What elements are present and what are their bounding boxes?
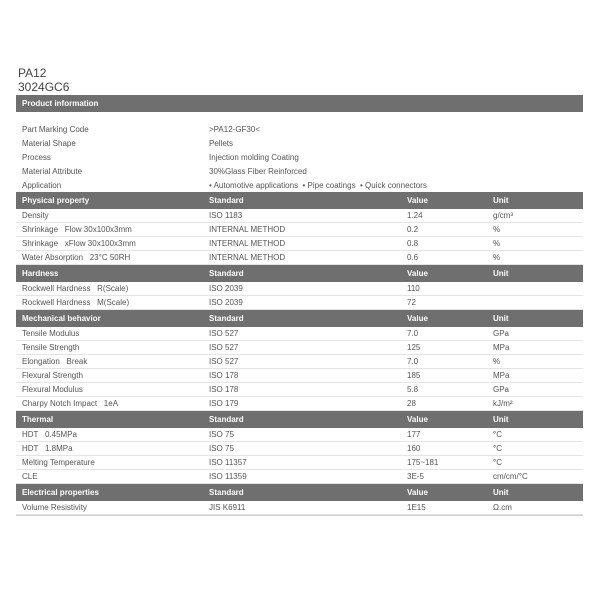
property-name: HDT 0.45MPa <box>22 430 77 439</box>
property-row <box>16 341 583 355</box>
property-name: Melting Temperature <box>22 458 95 467</box>
section-title: Mechanical behavior <box>22 314 101 323</box>
info-label: Application <box>22 180 62 190</box>
info-label: Material Attribute <box>22 166 83 176</box>
product-information-rows <box>16 122 583 192</box>
property-value: 0.6 <box>407 253 419 262</box>
property-row <box>16 442 583 456</box>
property-unit: °C <box>493 430 502 439</box>
property-value: 28 <box>407 399 416 408</box>
property-value: 7.0 <box>407 329 419 338</box>
unit-column-header: Unit <box>493 488 509 497</box>
unit-column-header: Unit <box>493 269 509 278</box>
info-value: Injection molding Coating <box>209 152 299 162</box>
property-value: 1E15 <box>407 503 426 512</box>
section-header <box>16 192 583 209</box>
property-value: 185 <box>407 371 421 380</box>
property-standard: ISO 75 <box>209 430 234 439</box>
product-name: PA12 <box>18 66 47 80</box>
property-name: Density <box>22 211 49 220</box>
unit-column-header: Unit <box>493 415 509 424</box>
property-unit: MPa <box>493 371 510 380</box>
property-unit: % <box>493 253 501 262</box>
standard-column-header: Standard <box>209 314 244 323</box>
property-standard: ISO 527 <box>209 329 239 338</box>
property-unit: GPa <box>493 329 510 338</box>
property-name: Tensile Strength <box>22 343 80 352</box>
property-name: Rockwell Hardness M(Scale) <box>22 298 130 307</box>
property-row <box>16 428 583 442</box>
section-header <box>16 484 583 501</box>
property-unit: °C <box>493 444 502 453</box>
section-title: Product information <box>22 99 99 108</box>
info-row <box>16 164 583 178</box>
property-row <box>16 209 583 223</box>
property-unit: MPa <box>493 343 510 352</box>
property-name: Flexural Strength <box>22 371 83 380</box>
property-name: Elongation Break <box>22 357 88 366</box>
info-value: 30%Glass Fiber Reinforced <box>209 166 307 176</box>
property-standard: ISO 178 <box>209 371 239 380</box>
value-column-header: Value <box>407 196 428 205</box>
property-unit: °C <box>493 458 502 467</box>
property-row <box>16 355 583 369</box>
property-value: 125 <box>407 343 421 352</box>
info-label: Material Shape <box>22 138 76 148</box>
property-name: Shrinkage Flow 30x100x3mm <box>22 225 132 234</box>
value-column-header: Value <box>407 269 428 278</box>
property-value: 5.8 <box>407 385 419 394</box>
section-title: Physical property <box>22 196 90 205</box>
info-value: • Automotive applications • Pipe coatings • Quick connectors <box>209 180 427 190</box>
info-label: Process <box>22 152 51 162</box>
standard-column-header: Standard <box>209 269 244 278</box>
property-standard: ISO 2039 <box>209 284 243 293</box>
property-name: Water Absorption 23°C 50RH <box>22 253 131 262</box>
unit-column-header: Unit <box>493 314 509 323</box>
spacer <box>16 112 583 122</box>
property-row <box>16 397 583 411</box>
property-row <box>16 251 583 265</box>
datasheet-table <box>16 95 583 516</box>
property-value: 0.2 <box>407 225 419 234</box>
property-standard: INTERNAL METHOD <box>209 225 286 234</box>
property-standard: ISO 11357 <box>209 458 247 467</box>
property-unit: GPa <box>493 385 510 394</box>
property-unit: % <box>493 225 501 234</box>
property-value: 160 <box>407 444 421 453</box>
info-value: >PA12-GF30< <box>209 124 260 134</box>
property-unit: g/cm³ <box>493 211 513 220</box>
property-value: 0.8 <box>407 239 419 248</box>
info-row <box>16 178 583 192</box>
value-column-header: Value <box>407 488 428 497</box>
property-standard: ISO 75 <box>209 444 234 453</box>
property-name: Volume Resistivity <box>22 503 87 512</box>
property-unit: % <box>493 239 501 248</box>
property-standard: ISO 11359 <box>209 472 247 481</box>
property-unit: % <box>493 357 501 366</box>
property-unit: Ω.cm <box>493 503 512 512</box>
info-value: Pellets <box>209 138 234 148</box>
property-name: CLE <box>22 472 38 481</box>
property-name: Flexural Modulus <box>22 385 83 394</box>
property-value: 7.0 <box>407 357 419 366</box>
property-unit: cm/cm/°C <box>493 472 528 481</box>
property-name: Tensile Modulus <box>22 329 80 338</box>
property-standard: ISO 179 <box>209 399 239 408</box>
property-standard: ISO 2039 <box>209 298 243 307</box>
value-column-header: Value <box>407 415 428 424</box>
standard-column-header: Standard <box>209 488 244 497</box>
table-bottom-rule <box>16 515 583 516</box>
info-label: Part Marking Code <box>22 124 89 134</box>
property-name: Shrinkage xFlow 30x100x3mm <box>22 239 136 248</box>
property-value: 72 <box>407 298 416 307</box>
unit-column-header: Unit <box>493 196 509 205</box>
product-information-header <box>16 95 583 112</box>
property-standard: INTERNAL METHOD <box>209 239 286 248</box>
section-header <box>16 265 583 282</box>
property-standard: ISO 527 <box>209 357 239 366</box>
property-row <box>16 501 583 515</box>
property-standard: ISO 178 <box>209 385 239 394</box>
info-row <box>16 136 583 150</box>
standard-column-header: Standard <box>209 415 244 424</box>
property-value: 175~181 <box>407 458 439 467</box>
property-row <box>16 296 583 310</box>
property-row <box>16 470 583 484</box>
property-row <box>16 327 583 341</box>
property-unit: kJ/m² <box>493 399 513 408</box>
property-row <box>16 369 583 383</box>
property-value: 177 <box>407 430 421 439</box>
section-header <box>16 411 583 428</box>
property-value: 1.24 <box>407 211 423 220</box>
section-title: Electrical properties <box>22 488 99 497</box>
property-row <box>16 456 583 470</box>
property-name: Charpy Notch Impact 1eA <box>22 399 119 408</box>
property-row <box>16 383 583 397</box>
info-row <box>16 150 583 164</box>
property-row <box>16 237 583 251</box>
property-standard: ISO 527 <box>209 343 239 352</box>
product-code: 3024GC6 <box>18 80 70 94</box>
section-title: Thermal <box>22 415 54 424</box>
property-row <box>16 282 583 296</box>
property-row <box>16 223 583 237</box>
property-standard: JIS K6911 <box>209 503 246 512</box>
property-standard: INTERNAL METHOD <box>209 253 286 262</box>
property-name: HDT 1.8MPa <box>22 444 73 453</box>
property-value: 110 <box>407 284 420 293</box>
section-header <box>16 310 583 327</box>
info-row <box>16 122 583 136</box>
value-column-header: Value <box>407 314 428 323</box>
standard-column-header: Standard <box>209 196 244 205</box>
property-sections <box>16 192 583 515</box>
property-standard: ISO 1183 <box>209 211 243 220</box>
property-name: Rockwell Hardness R(Scale) <box>22 284 129 293</box>
section-title: Hardness <box>22 269 59 278</box>
property-value: 3E-5 <box>407 472 424 481</box>
